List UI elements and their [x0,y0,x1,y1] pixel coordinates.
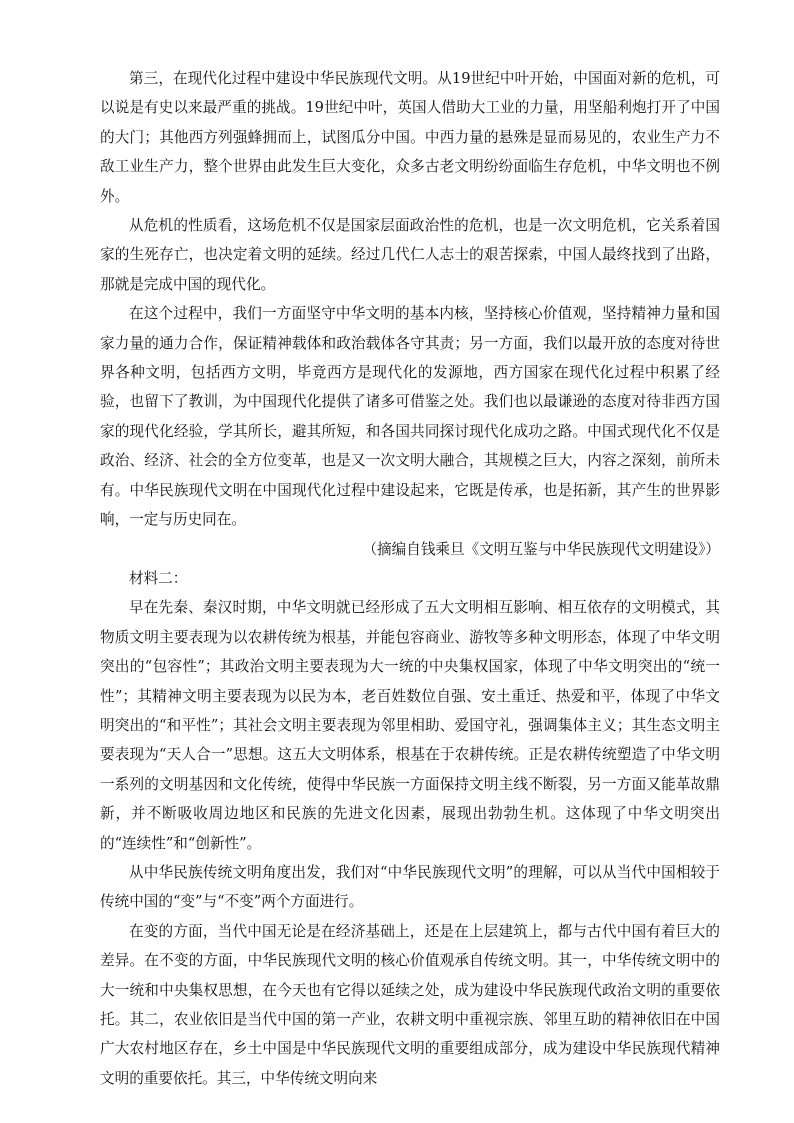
paragraph-5: 从中华民族传统文明角度出发，我们对“中华民族现代文明”的理解，可以从当代中国相较于传统中国的“变”与“不变”两个方面进行。 [100,863,720,911]
material-heading: 材料二： [129,569,188,587]
paragraph-2: 从危机的性质看，这场危机不仅是国家层面政治性的危机，也是一次文明危机，它关系着国家的生死存亡，也决定着文明的延续。经过几代仁人志士的艰苦探索，中国人最终找到了出路，那就是完成中国的现代化。 [100,217,720,293]
paragraph-4: 早在先秦、秦汉时期，中华文明就已经形成了五大文明相互影响、相互依存的文明模式，其物质文明主要表现为以农耕传统为根基，并能包容商业、游牧等多种文明形态，体现了中华文明突出的“包容性”；其政治文明主要表现为大一统的中央集权国家，体现了中华文明突出的“统一性”；其精神文明主要表现为以民为本，老百姓数位自强、安土重迁、热爱和平，体现了中华文明突出的“和平性”；其社会文明主要表现为邻里相助、爱国守礼，强调集体主义；其生态文明主要表现为“天人合一”思想。这五大文明体系，根基在于农耕传统。正是农耕传统塑造了中华文明一系列的文明基因和文化传统，使得中华民族一方面保持文明主线不断裂，另一方面又能革故鼎新，并不断吸收周边地区和民族的先进文化因素，展现出勃勃生机。这体现了中华文明突出的“连续性”和“创新性”。 [100,599,720,852]
paragraph-3: 在这个过程中，我们一方面坚守中华文明的基本内核，坚持核心价值观，坚持精神力量和国家力量的通力合作，保证精神载体和政治载体各守其责；另一方面，我们以最开放的态度对待世界各种文明，包括西方文明，毕竟西方是现代化的发源地，西方国家在现代化过程中积累了经验，也留下了教训，为中国现代化提供了诸多可借鉴之处。我们也以最谦逊的态度对待非西方国家的现代化经验，学其所长，避其所短，和各国共同探讨现代化成功之路。中国式现代化不仅是政治、经济、社会的全方位变革，也是又一次文明大融合，其规模之巨大，内容之深刻，前所未有。中华民族现代文明在中国现代化过程中建设起来，它既是传承，也是拓新，其产生的世界影响，一定与历史同在。 [100,305,720,529]
document-page [100,64,720,1093]
paragraph-1: 第三，在现代化过程中建设中华民族现代文明。从19世纪中叶开始，中国面对新的危机，可以说是有史以来最严重的挑战。19世纪中叶，英国人借助大工业的力量，用坚船利炮打开了中国的大门；其他西方列强蜂拥而上，试图瓜分中国。中西力量的悬殊是显而易见的，农业生产力不敌工业生产力，整个世界由此发生巨大变化，众多古老文明纷纷面临生存危机，中华文明也不例外。 [100,70,720,205]
paragraph-6: 在变的方面，当代中国无论是在经济基础上，还是在上层建筑上，都与古代中国有着巨大的差异。在不变的方面，中华民族现代文明的核心价值观承自传统文明。其一，中华传统文明中的大一统和中央集权思想，在今天也有它得以延续之处，成为建设中华民族现代政治文明的重要依托。其二，农业依旧是当代中国的第一产业，农耕文明中重视宗族、邻里互助的精神依旧在中国广大农村地区存在，乡土中国是中华民族现代文明的重要组成部分，成为建设中华民族现代精神文明的重要依托。其三，中华传统文明向来 [100,922,720,1087]
source-citation: （摘编自钱乘旦《文明互鉴与中华民族现代文明建设》） [362,540,720,558]
